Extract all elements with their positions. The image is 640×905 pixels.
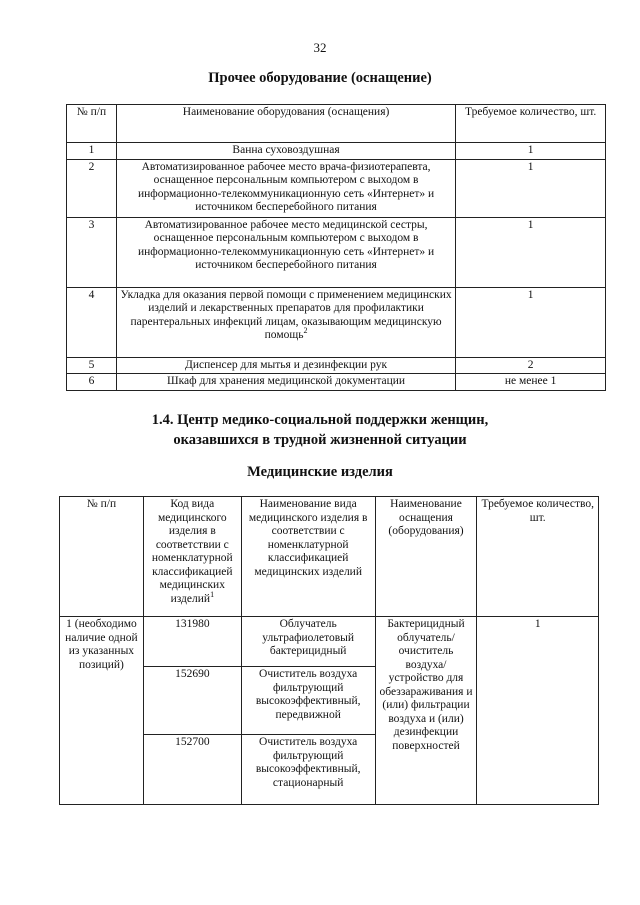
row-qty: 1 <box>456 217 606 287</box>
row-num: 4 <box>67 287 117 357</box>
row-name: Автоматизированное рабочее место врача-физиотерапевта, оснащенное персональным компьютером с выходом в информационно-телекоммуникационную сеть «Интернет» и источником бесперебойного питания <box>116 159 455 217</box>
row-num: 1 <box>67 143 117 160</box>
header-qty: Требуемое количество, шт. <box>477 497 599 617</box>
page-number: 32 <box>313 40 327 55</box>
row-name: Диспенсер для мытья и дезинфекции рук <box>116 357 455 374</box>
header-code-text: Код вида медицинского изделия в соответствии с номенклатурной классификацией медицинских изделий <box>151 498 233 605</box>
group-qty: 1 <box>477 617 599 805</box>
table-row <box>67 159 606 217</box>
device-name: Облучатель ультрафиолетовый бактерицидный <box>241 617 375 667</box>
device-code: 152690 <box>143 667 241 735</box>
table-header-row <box>60 497 599 617</box>
row-num: 2 <box>67 159 117 217</box>
section-heading-line2: оказавшихся в трудной жизненной ситуации <box>173 432 467 448</box>
medical-devices-table <box>59 496 599 805</box>
header-qty: Требуемое количество, шт. <box>456 105 606 143</box>
row-num: 5 <box>67 357 117 374</box>
row-qty: 1 <box>456 159 606 217</box>
table-header-row <box>67 105 606 143</box>
subtitle-medical-devices: Медицинские изделия <box>247 464 393 480</box>
group-num: 1 (необходимо наличие одной из указанных позиций) <box>60 617 144 805</box>
device-name: Очиститель воздуха фильтрующий высокоэффективный, передвижной <box>241 667 375 735</box>
header-equipment: Наименование оснащения (оборудования) <box>375 497 477 617</box>
row-qty: 1 <box>456 287 606 357</box>
device-code: 131980 <box>143 617 241 667</box>
row-name-text: Укладка для оказания первой помощи с применением медицинских изделий и лекарственных препаратов для профилактики парентеральных инфекций лицам, оказывающим медицинскую помощь <box>120 288 452 341</box>
row-num: 3 <box>67 217 117 287</box>
footnote-ref: 1 <box>210 589 215 599</box>
header-num: № п/п <box>60 497 144 617</box>
section-title-equipment: Прочее оборудование (оснащение) <box>208 70 432 86</box>
table-row <box>67 217 606 287</box>
row-num: 6 <box>67 374 117 391</box>
table-row <box>67 287 606 357</box>
device-code: 152700 <box>143 735 241 805</box>
row-name: Шкаф для хранения медицинской документации <box>116 374 455 391</box>
header-code <box>143 497 241 617</box>
row-qty: не менее 1 <box>456 374 606 391</box>
row-qty: 1 <box>456 143 606 160</box>
row-name <box>116 287 455 357</box>
group-equipment: Бактерицидный облучатель/ очиститель воздуха/ устройство для обеззараживания и (или) фильтрации воздуха и (или) дезинфекции поверхностей <box>375 617 477 805</box>
equipment-table <box>66 104 606 391</box>
row-qty: 2 <box>456 357 606 374</box>
header-name: Наименование оборудования (оснащения) <box>116 105 455 143</box>
device-name: Очиститель воздуха фильтрующий высокоэффективный, стационарный <box>241 735 375 805</box>
row-name: Ванна суховоздушная <box>116 143 455 160</box>
header-num: № п/п <box>67 105 117 143</box>
section-heading-line1: 1.4. Центр медико-социальной поддержки женщин, <box>151 412 489 428</box>
table-row <box>67 357 606 374</box>
row-name: Автоматизированное рабочее место медицинской сестры, оснащенное персональным компьютером с выходом в информационно-телекоммуникационную сеть «Интернет» и источником бесперебойного питания <box>116 217 455 287</box>
footnote-ref: 2 <box>303 326 308 336</box>
header-kind: Наименование вида медицинского изделия в соответствии с номенклатурной классификацией медицинских изделий <box>241 497 375 617</box>
table-row <box>67 143 606 160</box>
table-row <box>60 617 599 667</box>
table-row <box>67 374 606 391</box>
